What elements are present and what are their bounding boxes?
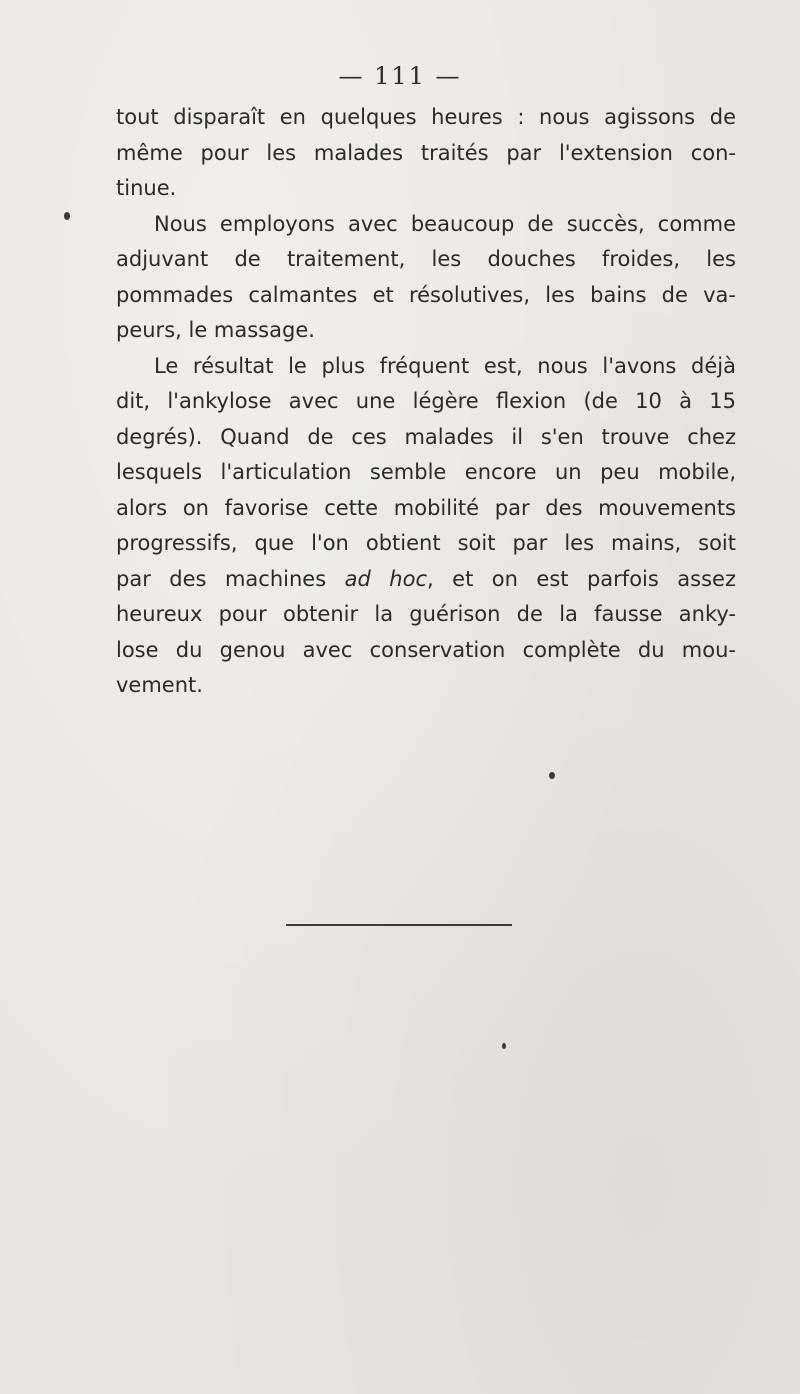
ink-speck: [549, 772, 555, 779]
end-of-section-rule: [286, 924, 512, 926]
text-line: degrés). Quand de ces malades il s'en trouve chez: [116, 424, 736, 449]
text-line: peurs, le massage.: [116, 318, 315, 342]
text-line: pommades calmantes et résolutives, les bains de va-: [116, 282, 736, 307]
text-line: alors on favorise cette mobilité par des mouvements: [116, 495, 736, 520]
text-line: tout disparaît en quelques heures : nous agissons de: [116, 105, 736, 129]
text-segment: , et on est parfois assez: [427, 566, 736, 591]
ink-speck: [64, 212, 70, 220]
body-text: [116, 100, 736, 704]
text-line: lesquels l'articulation semble encore un peu mobile,: [116, 460, 736, 484]
text-segment: par des machines: [116, 566, 345, 591]
text-line: Nous employons avec beaucoup de succès, comme: [154, 211, 736, 236]
text-line: vement.: [116, 673, 203, 697]
text-line: lose du genou avec conservation complète du mou-: [116, 637, 736, 662]
page-number: — 111 —: [338, 62, 462, 90]
italic-phrase: ad hoc: [344, 566, 427, 591]
text-line: dit, l'ankylose avec une légère flexion (de 10 à 15: [116, 389, 736, 413]
text-line: Le résultat le plus fréquent est, nous l'avons déjà: [154, 353, 736, 378]
text-line: progressifs, que l'on obtient soit par les mains, soit: [116, 531, 736, 555]
text-line: tinue.: [116, 176, 177, 200]
text-line: heureux pour obtenir la guérison de la fausse anky-: [116, 602, 736, 626]
ink-speck: [502, 1043, 506, 1049]
text-line-with-italic: [116, 562, 736, 598]
text-line: adjuvant de traitement, les douches froides, les: [116, 247, 736, 271]
text-line: même pour les malades traités par l'extension con-: [116, 140, 736, 165]
